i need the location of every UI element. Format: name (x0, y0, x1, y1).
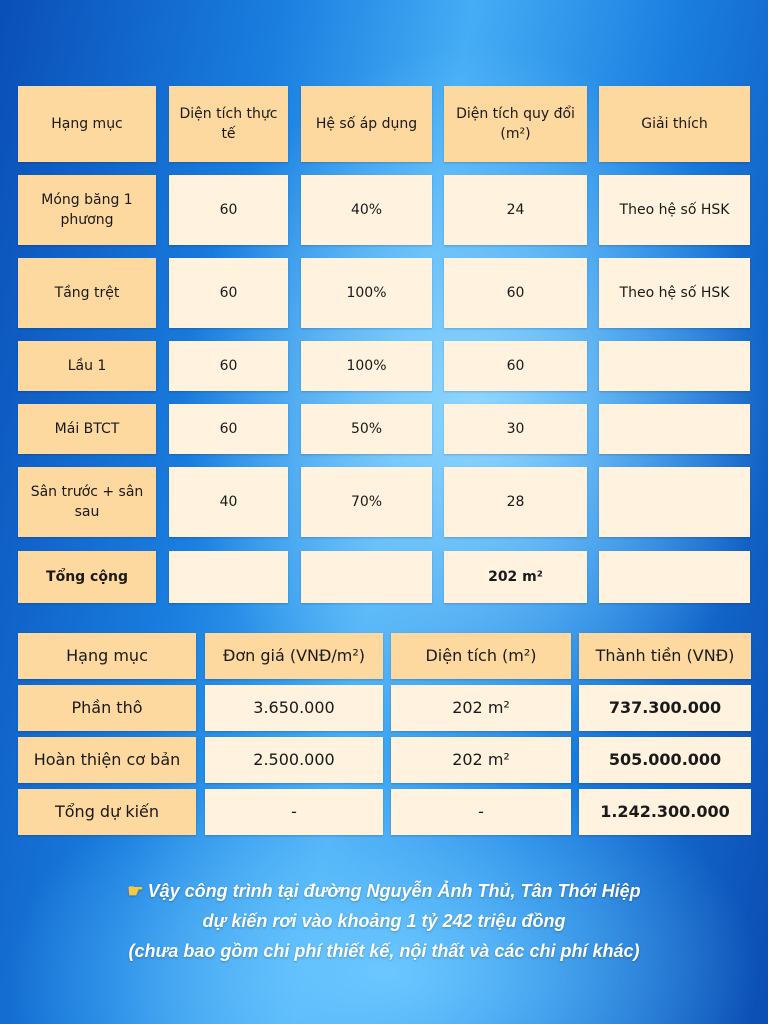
table2-cell: 737.300.000 (579, 685, 751, 731)
table1-cell: 60 (444, 258, 587, 328)
table1-cell: 60 (169, 404, 288, 454)
table2-cell: - (391, 789, 571, 835)
pointing-hand-icon: ☛ (127, 881, 144, 901)
table1-header-cell: Diện tích thực tế (169, 86, 288, 162)
table1-cell: Theo hệ số HSK (599, 258, 750, 328)
table1-cell: Tổng cộng (18, 551, 156, 603)
table2-cell: Hoàn thiện cơ bản (18, 737, 196, 783)
table1-cell: 24 (444, 175, 587, 245)
table1-header-cell: Diện tích quy đổi (m²) (444, 86, 587, 162)
table2-cell: 505.000.000 (579, 737, 751, 783)
table1-cell (301, 551, 432, 603)
table1-cell: Móng băng 1 phương (18, 175, 156, 245)
table2-cell: 202 m² (391, 737, 571, 783)
table1-cell (599, 467, 750, 537)
table1-cell (169, 551, 288, 603)
table1-cell: 70% (301, 467, 432, 537)
table2-header-cell: Thành tiền (VNĐ) (579, 633, 751, 679)
table1-cell: 40 (169, 467, 288, 537)
table1-cell: 60 (444, 341, 587, 391)
table2-cell: - (205, 789, 383, 835)
table1-header-cell: Giải thích (599, 86, 750, 162)
table1-header-cell: Hạng mục (18, 86, 156, 162)
table2-cell: 2.500.000 (205, 737, 383, 783)
table1-cell: 50% (301, 404, 432, 454)
table2-cell: 202 m² (391, 685, 571, 731)
table2-cell: 3.650.000 (205, 685, 383, 731)
table1-cell: 28 (444, 467, 587, 537)
table1-cell: 30 (444, 404, 587, 454)
table1-cell: 100% (301, 258, 432, 328)
table1-cell: Mái BTCT (18, 404, 156, 454)
table1-cell: 100% (301, 341, 432, 391)
table1-cell: 60 (169, 258, 288, 328)
table1-header-cell: Hệ số áp dụng (301, 86, 432, 162)
table1-cell: 40% (301, 175, 432, 245)
table1-cell: 202 m² (444, 551, 587, 603)
table1-cell: 60 (169, 341, 288, 391)
table2-cell: Tổng dự kiến (18, 789, 196, 835)
note-line-3: (chưa bao gồm chi phí thiết kế, nội thất và các chi phí khác) (128, 941, 640, 961)
table1-cell (599, 341, 750, 391)
table2-header-cell: Đơn giá (VNĐ/m²) (205, 633, 383, 679)
table1-cell: Tầng trệt (18, 258, 156, 328)
table1-cell: 60 (169, 175, 288, 245)
summary-note (0, 876, 768, 966)
table2-cell: Phần thô (18, 685, 196, 731)
table2-cell: 1.242.300.000 (579, 789, 751, 835)
table1-cell: Theo hệ số HSK (599, 175, 750, 245)
note-line-1: Vậy công trình tại đường Nguyễn Ảnh Thủ, Tân Thới Hiệp (147, 881, 641, 901)
table1-cell (599, 404, 750, 454)
table1-cell: Lầu 1 (18, 341, 156, 391)
table2-header-cell: Diện tích (m²) (391, 633, 571, 679)
table2-header-cell: Hạng mục (18, 633, 196, 679)
table1-cell: Sân trước + sân sau (18, 467, 156, 537)
table1-cell (599, 551, 750, 603)
note-line-2: dự kiến rơi vào khoảng 1 tỷ 242 triệu đồng (202, 911, 566, 931)
